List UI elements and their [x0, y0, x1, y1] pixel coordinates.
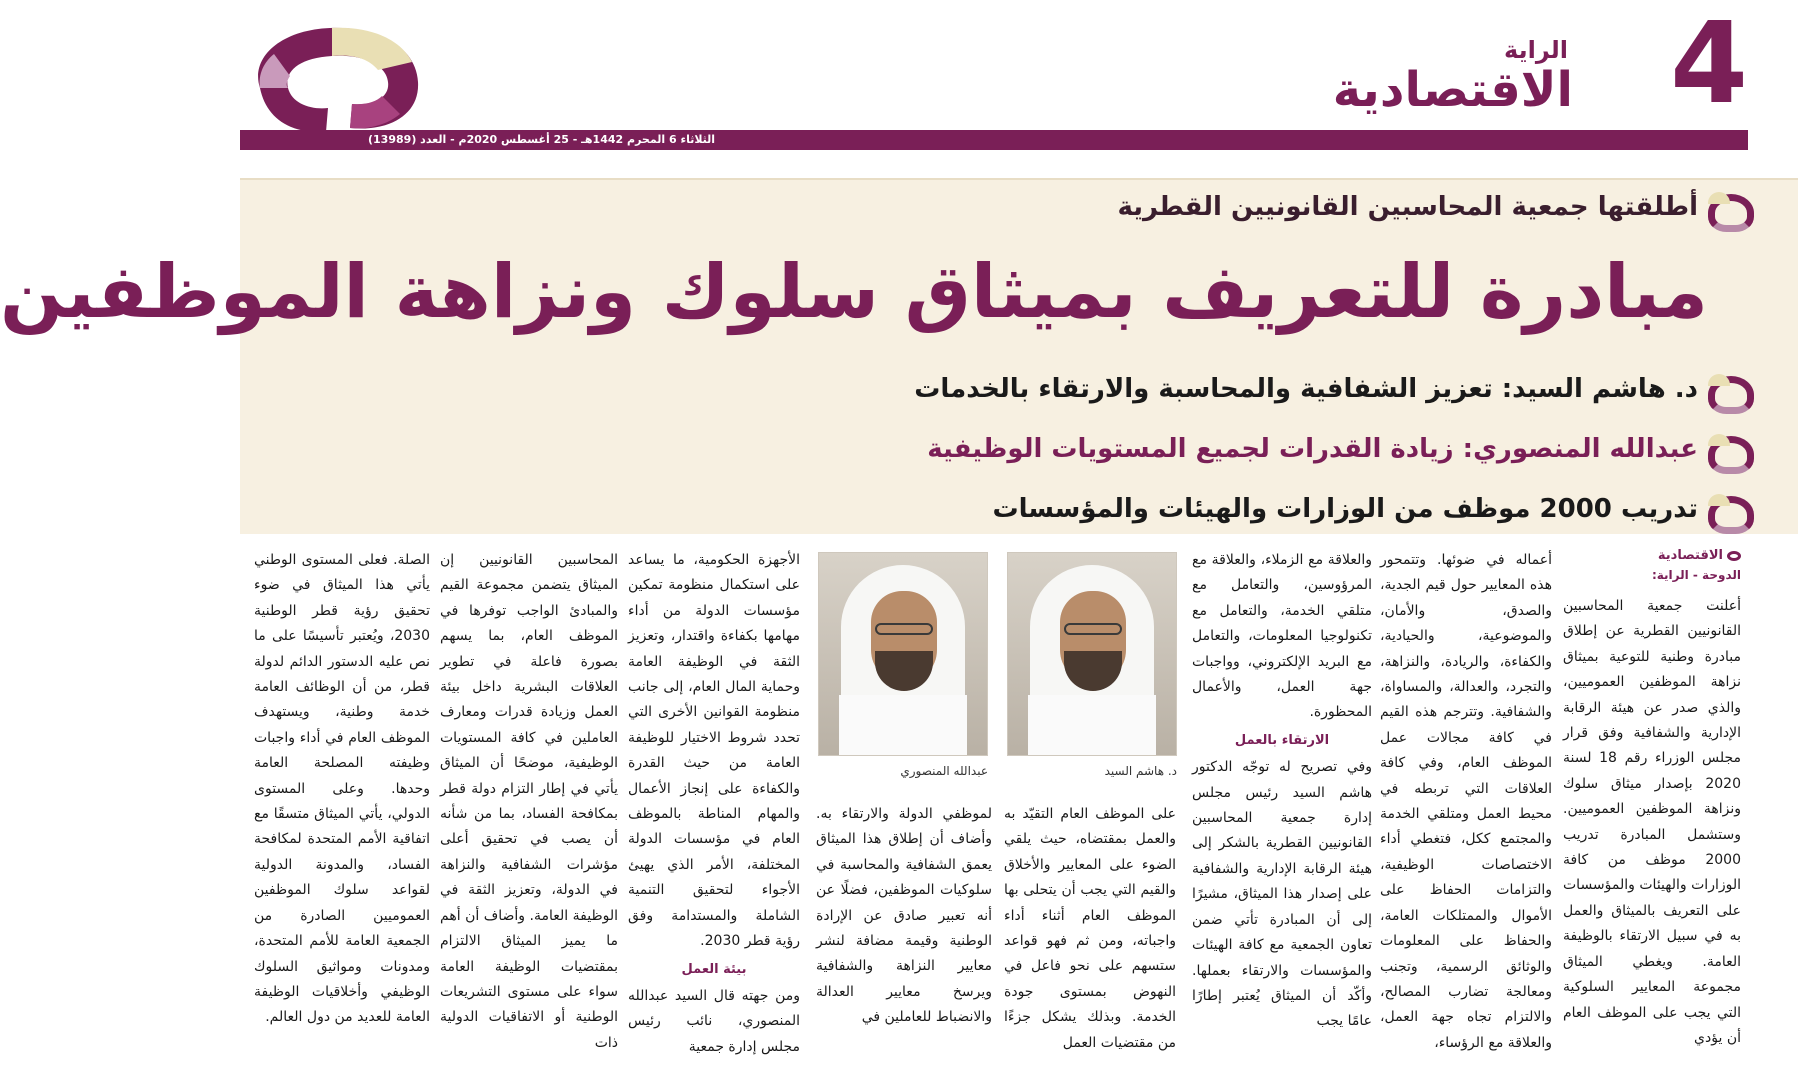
bullet-logo-icon [1706, 192, 1758, 222]
dateline: الدوحة - الراية: [1651, 568, 1741, 582]
kicker-text: أطلقتها جمعية المحاسبين القانونيين القطرية [1117, 192, 1698, 222]
portrait-photo-abdulla-almansouri [818, 552, 988, 756]
article-column [1004, 802, 1176, 1051]
subheadline [258, 486, 1758, 532]
page-number: 4 [1670, 0, 1748, 129]
article-column [254, 548, 430, 1048]
subheadline [258, 366, 1758, 412]
byline-brand [1563, 546, 1741, 566]
headline-box [240, 178, 1798, 534]
subheadline-text: تدريب 2000 موظف من الوزارات والهيئات والمؤسسات [992, 494, 1698, 524]
masthead [218, 0, 1818, 152]
paragraph: أعماله في ضوئها. وتتمحور هذه المعايير حول قيم الجدية، والصدق، والأمان، والموضوعية، والحيادية، والكفاءة، والريادة، والنزاهة، والتجرد، والعدالة، والمساواة، والشفافية. وتترجم هذه القيم في كافة مجالات عمل الموظف العام، وفي كافة العلاقات التي تربطه في محيط العمل ومتلقي الخدمة والمجتمع ككل، فتغطي أداء الاختصاصات الوظيفية، والتزامات الحفاظ على الأموال والممتلكات العامة، والحفاظ على المعلومات والوثائق الرسمية، وتجنب ومعالجة تضارب المصالح، والالتزام تجاه جهة العمل، والعلاقة مع الرؤساء، [1380, 552, 1552, 1051]
paragraph: المحاسبين القانونيين إن الميثاق يتضمن مجموعة القيم والمبادئ الواجب توفرها في الموظف العام، بما يسهم بصورة فاعلة في تطوير العلاقات البشرية داخل بيئة العمل وزيادة قدرات ومعارف العاملين في كافة المستويات الوظيفية، موضحًا أن الميثاق يأتي في إطار التزام دولة قطر بمكافحة الفساد، بما من شأنه أن يصب في تحقيق أعلى مؤشرات الشفافية والنزاهة في الدولة، وتعزيز الثقة في الوظيفة العامة. وأضاف أن أهم ما يميز الميثاق الالتزام بمقتضيات الوظيفة العامة سواء على مستوى التشريعات الوطنية أو الاتفاقيات الدولية ذات [440, 552, 618, 1051]
photo-caption: د. هاشم السيد [1104, 764, 1177, 778]
brand-name-small: الراية [1504, 36, 1568, 64]
paragraph: الأجهزة الحكومية، ما يساعد على استكمال منظومة تمكين مؤسسات الدولة من أداء مهامها بكفاءة واقتدار، وتعزيز الثقة في الوظيفة العامة وحماية المال العام، إلى جانب منظومة القوانين الأخرى التي تحدد شروط الاختيار للوظيفة العامة من حيث القدرة والكفاءة على إنجاز الأعمال والمهام المناطة بالموظف العام في مؤسسات الدولة المختلفة، الأمر الذي يهيئ الأجواء لتحقيق التنمية الشاملة والمستدامة وفق رؤية قطر 2030. [628, 552, 800, 950]
photo-caption: عبدالله المنصوري [900, 764, 988, 778]
article-column [628, 548, 800, 1055]
issue-date-line: الثلاثاء 6 المحرم 1442هـ - 25 أغسطس 2020م - العدد (13989) [368, 133, 716, 146]
paragraph: الصلة. فعلى المستوى الوطني يأتي هذا الميثاق في ضوء تحقيق رؤية قطر الوطنية 2030، ويُعتبر تأسيسًا على ما نص عليه الدستور الدائم لدولة قطر، من أن الوظائف العامة خدمة وطنية، ويستهدف الموظف العام في أداء واجبات وظيفته المصلحة العامة وحدها. وعلى المستوى الدولي، يأتي الميثاق متسقًا مع اتفاقية الأمم المتحدة لمكافحة الفساد، والمدونة الدولية لقواعد سلوك الموظفين العموميين الصادرة من الجمعية العامة للأمم المتحدة، ومدونات ومواثيق السلوك الوظيفي وأخلاقيات الوظيفة العامة للعديد من دول العالم. [254, 552, 430, 1026]
bullet-logo-icon [1727, 551, 1741, 561]
byline-brand-text: الاقتصادية [1657, 548, 1723, 563]
article-column [1563, 594, 1742, 1046]
bullet-logo-icon [1706, 494, 1758, 524]
article-column [1192, 548, 1372, 1048]
paragraph: لموظفي الدولة والارتقاء به. وأضاف أن إطلاق هذا الميثاق يعمق الشفافية والمحاسبة في سلوكيات الموظفين، فضلًا عن أنه تعبير صادق عن الإرادة الوطنية وقيمة مضافة لنشر معايير النزاهة والشفافية ويرسخ معايير العدالة والانضباط للعاملين في [816, 806, 992, 1026]
article-column [440, 548, 618, 1051]
subheadline-text: د. هاشم السيد: تعزيز الشفافية والمحاسبة والارتقاء بالخدمات [914, 374, 1698, 404]
subheadline-text: عبدالله المنصوري: زيادة القدرات لجميع المستويات الوظيفية [927, 434, 1698, 464]
portrait-photo-hashem-alsayed [1007, 552, 1177, 756]
raya-logo-emblem-icon [240, 18, 424, 140]
section-subhead: بيئة العمل [681, 961, 747, 977]
subheadline [258, 426, 1758, 472]
article-column [816, 802, 992, 1042]
paragraph: أعلنت جمعية المحاسبين القانونيين القطرية عن إطلاق مبادرة وطنية للتوعية بميثاق نزاهة الموظفين العموميين، والذي صدر عن هيئة الرقابة الإدارية والشفافية وفق قرار مجلس الوزراء رقم 18 لسنة 2020 بإصدار ميثاق سلوك ونزاهة الموظفين العموميين. وستشمل المبادرة تدريب 2000 موظف من كافة الوزارات والهيئات والمؤسسات على التعريف بالميثاق والعمل به في سبيل الارتقاء بالوظيفة العامة. ويغطي الميثاق مجموعة المعايير السلوكية التي يجب على الموظف العام أن يؤدي [1563, 598, 1742, 1046]
kicker [1117, 190, 1758, 224]
paragraph: وفي تصريح له توجّه الدكتور هاشم السيد رئيس مجلس إدارة جمعية المحاسبين القانونيين القطرية بالشكر إلى هيئة الرقابة الإدارية والشفافية على إصدار هذا الميثاق، مشيرًا إلى أن المبادرة تأتي ضمن تعاون الجمعية مع كافة الهيئات والمؤسسات والارتقاء بعملها. وأكّد أن الميثاق يُعتبر إطارًا عامًا يجب [1192, 759, 1372, 1030]
section-subhead: الارتقاء بالعمل [1234, 732, 1330, 748]
section-title-iqtisadiya: الاقتصادية [1332, 62, 1573, 118]
byline [1563, 546, 1741, 584]
article-column [1380, 548, 1552, 1051]
bullet-logo-icon [1706, 434, 1758, 464]
paragraph: والعلاقة مع الزملاء، والعلاقة مع المرؤوسين، والتعامل مع متلقي الخدمة، والتعامل مع تكنولوجيا المعلومات، والتعامل مع البريد الإلكتروني، وواجبات جهة العمل، والأعمال المحظورة. [1192, 552, 1372, 721]
paragraph: ومن جهته قال السيد عبدالله المنصوري، نائب رئيس مجلس إدارة جمعية [628, 987, 800, 1055]
bullet-logo-icon [1706, 374, 1758, 404]
paragraph: على الموظف العام التقيّد به والعمل بمقتضاه، حيث يلقي الضوء على المعايير والأخلاق والقيم التي يجب أن يتحلى بها الموظف العام أثناء أداء واجباته، ومن ثم فهو قواعد ستسهم على نحو فاعل في النهوض بمستوى جودة الخدمة. وبذلك يشكل جزءًا من مقتضيات العمل [1004, 806, 1176, 1051]
main-headline: مبادرة للتعريف بميثاق سلوك ونزاهة الموظفين [0, 249, 1708, 335]
